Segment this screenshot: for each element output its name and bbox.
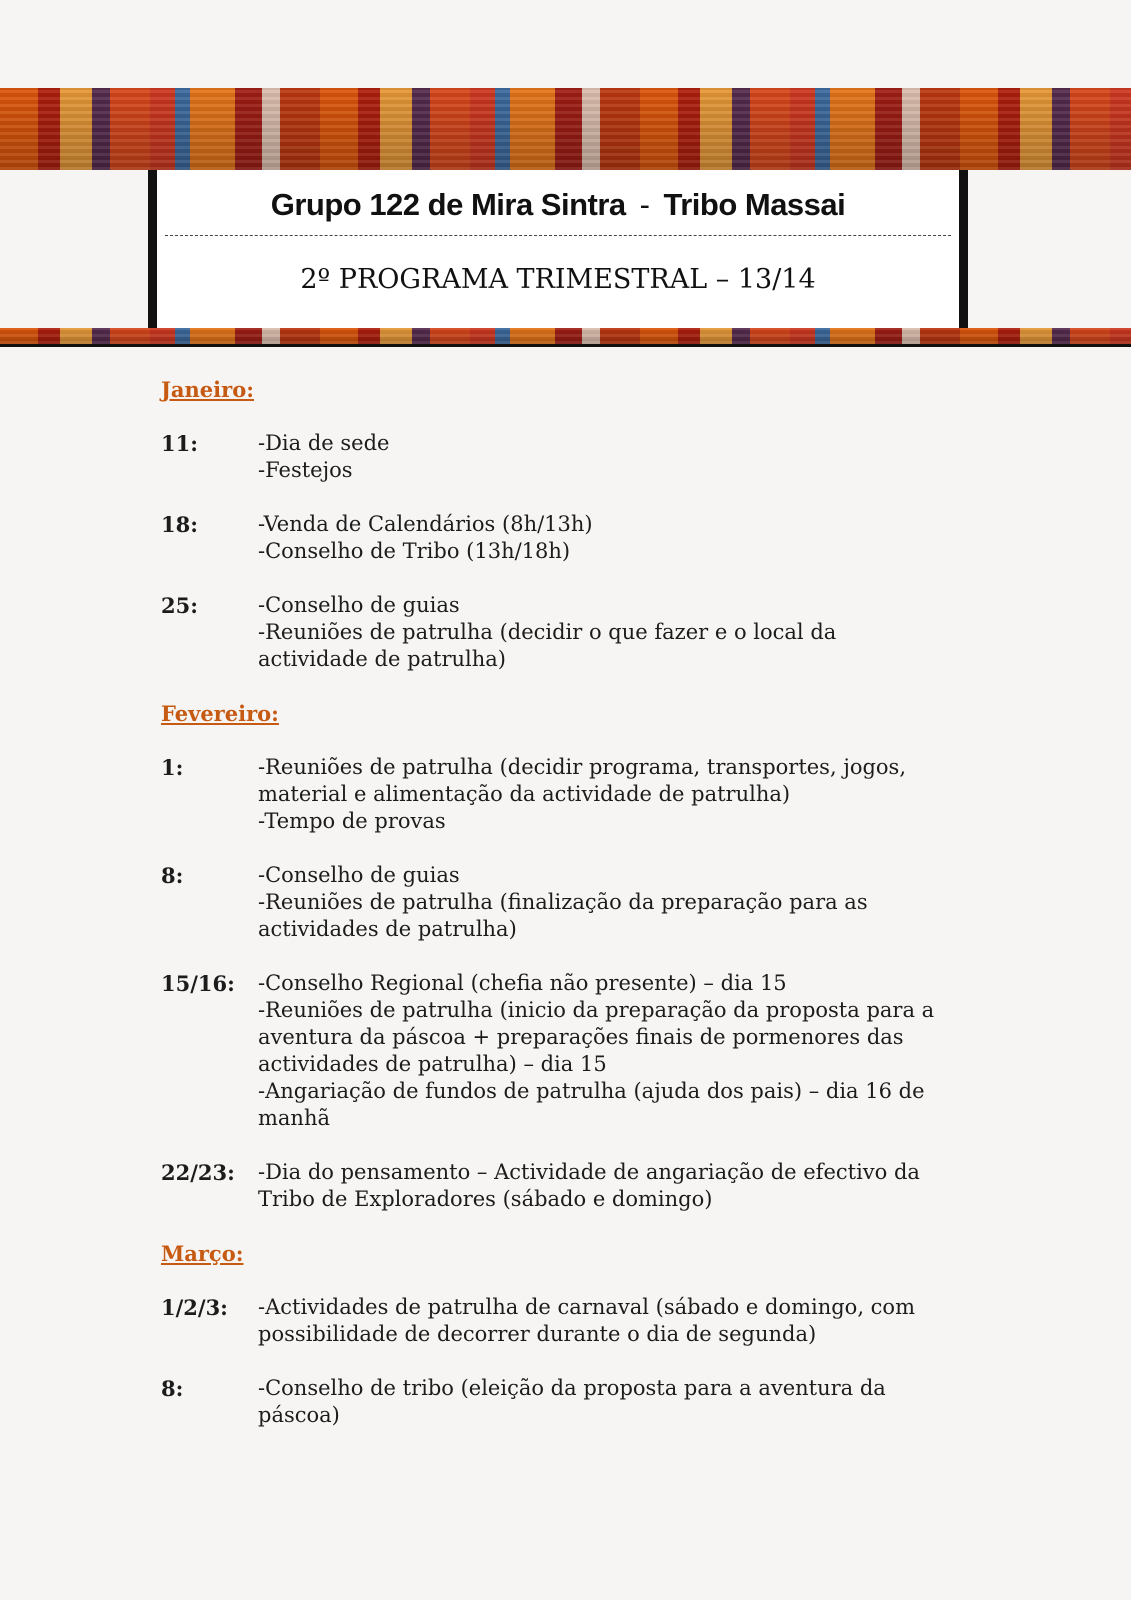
page-subtitle: 2º PROGRAMA TRIMESTRAL – 13/14 [300,264,816,295]
schedule-entry [161,1159,991,1213]
schedule-entry [161,754,991,835]
activity-line: -Conselho de guias [258,593,460,617]
title-divider [165,235,951,236]
schedule-entry [161,430,991,484]
month-heading: Janeiro: [161,377,254,402]
entry-activities [258,754,991,835]
entry-activities [258,592,991,673]
header-banner-strip [0,328,1131,347]
schedule-entry [161,1294,991,1348]
activity-line: possibilidade de decorrer durante o dia de segunda) [258,1322,817,1346]
activity-line: material e alimentação da actividade de patrulha) [258,782,791,806]
entry-date: 8: [161,1376,184,1401]
activity-line: -Conselho Regional (chefia não presente) – dia 15 [258,971,787,995]
activity-line: -Venda de Calendários (8h/13h) [258,512,593,536]
activity-line: -Dia do pensamento – Actividade de angariação de efectivo da [258,1160,920,1184]
activity-line: aventura da páscoa + preparações finais de pormenores das [258,1025,904,1049]
entry-date: 11: [161,431,198,456]
activity-line: manhã [258,1106,331,1130]
schedule-entry [161,511,991,565]
activity-line: -Reuniões de patrulha (inicio da preparação da proposta para a [258,998,935,1022]
entry-activities [258,862,991,943]
schedule-entry [161,592,991,673]
title-box [148,170,968,328]
group-name: Grupo 122 de Mira Sintra [270,187,626,222]
month-heading: Março: [161,1241,244,1266]
activity-line: -Dia de sede [258,431,390,455]
entry-activities [258,970,991,1132]
entry-activities [258,1294,991,1348]
unit-name: Tribo Massai [663,187,846,222]
entry-activities [258,1159,991,1213]
entry-date: 15/16: [161,971,235,996]
entry-date: 1/2/3: [161,1295,228,1320]
activity-line: Tribo de Exploradores (sábado e domingo) [258,1187,713,1211]
entry-activities [258,430,991,484]
entry-date: 18: [161,512,198,537]
entry-date: 8: [161,863,184,888]
entry-date: 25: [161,593,198,618]
activity-line: -Festejos [258,458,353,482]
activity-line: -Actividades de patrulha de carnaval (sábado e domingo, com [258,1295,915,1319]
entry-activities [258,511,991,565]
entry-date: 22/23: [161,1160,235,1185]
activity-line: -Conselho de Tribo (13h/18h) [258,539,571,563]
schedule-entry [161,970,991,1132]
title-separator: - [639,187,650,222]
header-banner-image [0,88,1131,170]
activity-line: -Reuniões de patrulha (decidir o que fazer e o local da [258,620,837,644]
activity-line: páscoa) [258,1403,340,1427]
entry-date: 1: [161,755,184,780]
schedule-entry [161,862,991,943]
entry-activities [258,1375,991,1429]
schedule-entry [161,1375,991,1429]
activity-line: -Angariação de fundos de patrulha (ajuda dos pais) – dia 16 de [258,1079,925,1103]
activity-line: actividades de patrulha) – dia 15 [258,1052,607,1076]
activity-line: actividade de patrulha) [258,647,506,671]
activity-line: -Reuniões de patrulha (finalização da preparação para as [258,890,868,914]
program-content [161,376,991,1456]
activity-line: actividades de patrulha) [258,917,517,941]
month-heading: Fevereiro: [161,701,279,726]
activity-line: -Conselho de tribo (eleição da proposta para a aventura da [258,1376,886,1400]
activity-line: -Conselho de guias [258,863,460,887]
activity-line: -Tempo de provas [258,809,446,833]
activity-line: -Reuniões de patrulha (decidir programa, transportes, jogos, [258,755,907,779]
page-title [157,180,959,230]
